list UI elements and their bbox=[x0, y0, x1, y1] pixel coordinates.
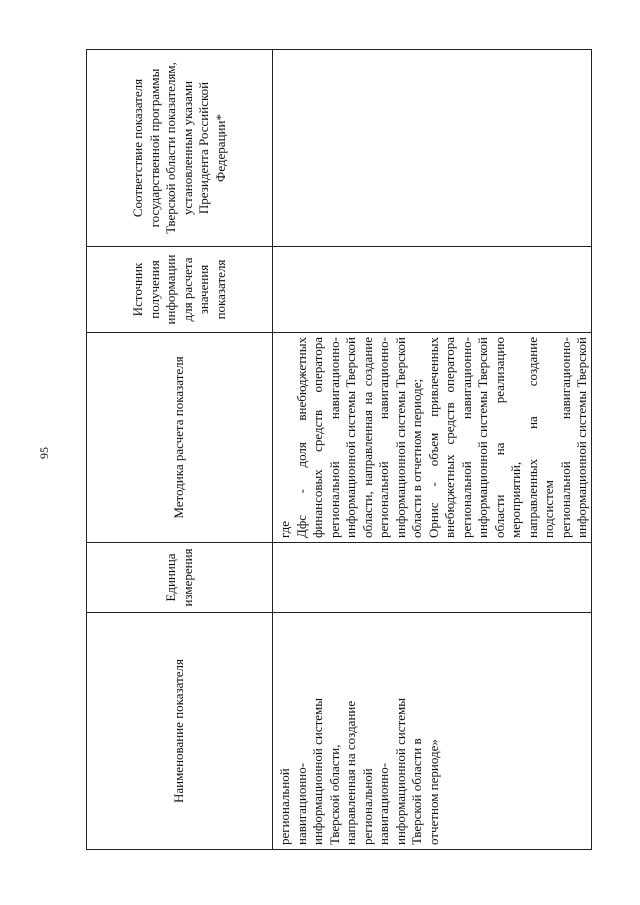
method-line: региональной навигационно- bbox=[557, 337, 573, 538]
indicator-table bbox=[86, 49, 592, 850]
method-line: внебюджетных средств оператора bbox=[442, 337, 457, 538]
method-line: направленных на создание подсистем bbox=[524, 337, 556, 538]
name-line: информационной системы bbox=[310, 698, 325, 845]
method-line: области, направленная на создание bbox=[359, 337, 375, 538]
name-line: Тверской области в bbox=[409, 738, 424, 845]
header-information-source: Источник получения информации для расчета значения показателя bbox=[87, 247, 273, 333]
cell-indicator-name bbox=[273, 613, 592, 850]
name-line: навигационно- bbox=[376, 762, 391, 845]
cell-unit bbox=[273, 543, 592, 613]
header-indicator-name: Наименование показателя bbox=[87, 613, 273, 850]
table-header-row bbox=[87, 50, 273, 850]
name-line: региональной bbox=[277, 768, 292, 845]
name-line: навигационно- bbox=[293, 762, 309, 845]
table-wrapper bbox=[86, 50, 588, 850]
method-line: финансовых средств оператора bbox=[310, 337, 325, 538]
page-number: 95 bbox=[37, 447, 51, 459]
cell-compliance bbox=[273, 50, 592, 247]
name-line: региональной bbox=[359, 768, 375, 845]
header-calculation-method: Методика расчета показателя bbox=[87, 333, 273, 543]
cell-information-source bbox=[273, 247, 592, 333]
method-line: информационной системы Тверской bbox=[392, 337, 408, 538]
method-line: Дфс - доля внебюджетных bbox=[293, 337, 309, 538]
name-line: направленная на создание bbox=[343, 700, 358, 845]
name-line: Тверской области, bbox=[326, 744, 342, 845]
method-line: региональной навигационно- bbox=[376, 337, 391, 538]
header-unit: Единица измерения bbox=[87, 543, 273, 613]
method-line: региональной навигационно- bbox=[326, 337, 342, 538]
method-line: области в отчетном периоде; bbox=[409, 378, 424, 538]
method-line: где bbox=[277, 520, 292, 538]
method-line: Орнис - объем привлеченных bbox=[425, 337, 441, 538]
name-line: отчетном периоде» bbox=[425, 739, 441, 845]
rotated-table-container bbox=[86, 50, 588, 850]
header-compliance: Соответствие показателя государственной программы Тверской области показателям, установленным указами Президента Российской Федерации* bbox=[87, 50, 273, 247]
method-line: региональной навигационно- bbox=[458, 337, 474, 538]
method-line: информационной системы Тверской bbox=[475, 337, 490, 538]
table-row bbox=[273, 50, 592, 850]
cell-calculation-method bbox=[273, 333, 592, 543]
method-line: информационной системы Тверской bbox=[343, 337, 358, 538]
method-line: области на реализацию мероприятий, bbox=[491, 337, 523, 538]
method-line: информационной системы Тверской bbox=[574, 337, 589, 538]
name-line: информационной системы bbox=[392, 698, 408, 845]
